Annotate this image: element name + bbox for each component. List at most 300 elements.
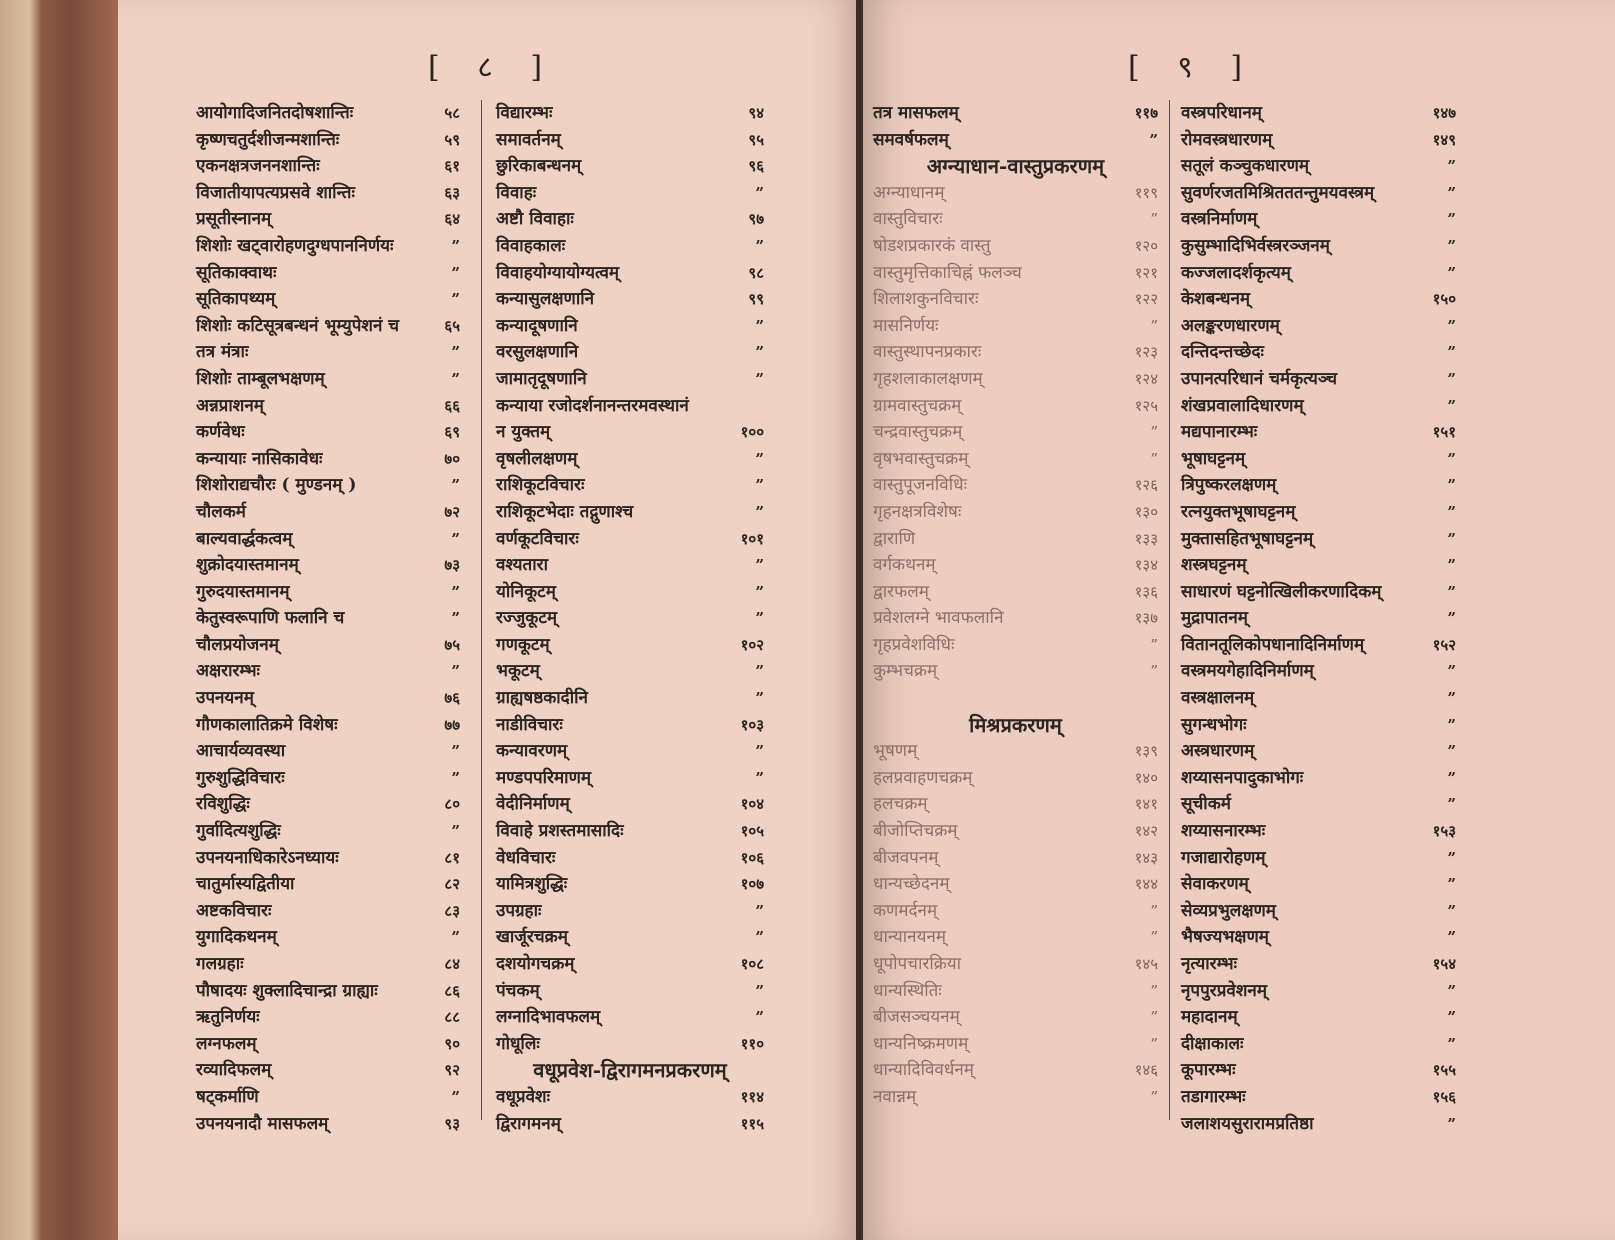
entry-title: रज्जुकूटम् [496, 608, 558, 629]
entry-page-number: ” [1447, 1034, 1456, 1053]
entry-page-number: ” [1150, 1087, 1158, 1106]
index-entry [1181, 738, 1456, 765]
index-entry [873, 845, 1158, 872]
entry-page-number: १५४ [1432, 955, 1456, 973]
right-page-number: [ ९ ] [1128, 50, 1257, 85]
index-entry [1181, 313, 1456, 340]
index-entry [496, 1031, 764, 1058]
index-entry [196, 898, 460, 925]
index-entry [873, 446, 1158, 473]
entry-title: अन्नप्राशनम् [196, 395, 264, 416]
index-entry [496, 366, 764, 393]
index-entry [196, 472, 460, 499]
index-entry [196, 206, 460, 233]
entry-page-number: ” [1447, 662, 1456, 681]
index-entry [196, 738, 460, 765]
index-entry [1181, 1111, 1456, 1138]
entry-page-number: ” [451, 236, 460, 255]
entry-title: महादानम् [1181, 1007, 1238, 1028]
entry-title: जलाशयसुरारामप्रतिष्ठा [1181, 1113, 1314, 1134]
entry-title: सूचीकर्म [1181, 794, 1231, 815]
index-entry [873, 552, 1158, 579]
entry-page-number: ” [451, 1087, 460, 1106]
entry-title: षोडशप्रकारकं वास्तु [873, 235, 991, 256]
entry-title: कन्याया रजोदर्शनानन्तरमवस्थानं [496, 395, 689, 416]
index-entry [496, 313, 764, 340]
index-entry [1181, 1004, 1456, 1031]
index-entry [496, 419, 764, 446]
entry-page-number: ” [755, 343, 764, 362]
entry-title: मुक्तासहितभूषाघट्टनम् [1181, 528, 1314, 549]
entry-page-number: १०६ [740, 848, 764, 867]
entry-page-number: ” [1447, 1114, 1456, 1133]
entry-page-number: ” [451, 582, 460, 601]
index-entry [873, 233, 1158, 260]
entry-title: युगादिकथनम् [196, 927, 277, 948]
entry-page-number: ८६ [444, 981, 460, 1000]
entry-page-number: ” [1447, 529, 1456, 548]
index-entry [873, 658, 1158, 685]
entry-title: नृपपुरप्रवेशनम् [1181, 980, 1267, 1001]
index-entry [1181, 658, 1456, 685]
entry-title: प्रवेशलग्ने भावफलानि [873, 608, 1004, 629]
entry-page-number: १४६ [1134, 1061, 1158, 1080]
index-entry [196, 951, 460, 978]
entry-title: शिशोः कटिसूत्रबन्धनं भूम्युपेशनं च [196, 315, 400, 336]
entry-title: गृहशलाकालक्षणम् [873, 368, 983, 389]
entry-page-number: ९४ [748, 104, 764, 122]
entry-title: वास्तुस्थापनप्रकारः [873, 342, 982, 363]
entry-title: विवाहयोग्यायोग्यत्वम् [496, 262, 620, 283]
index-entry [873, 871, 1158, 898]
entry-page-number: ११५ [740, 1114, 764, 1133]
entry-title: जामातृदूषणानि [496, 368, 587, 389]
entry-title: चातुर्मास्यद्वितीया [196, 874, 295, 895]
entry-page-number: ९६ [748, 157, 764, 176]
entry-page-number: १२२ [1134, 290, 1158, 309]
index-entry [873, 818, 1158, 845]
entry-page-number: ७२ [444, 502, 460, 521]
entry-title: ऋतुनिर्णयः [196, 1007, 260, 1028]
entry-title: वस्त्रक्षालनम् [1181, 688, 1255, 709]
index-entry [873, 419, 1158, 446]
section-heading [496, 1057, 764, 1084]
index-entry [873, 765, 1158, 792]
left-col1 [196, 100, 460, 1137]
entry-title: आचार्यव्यवस्था [196, 741, 286, 762]
entry-page-number: ” [1447, 556, 1456, 575]
entry-title: गुरुशुद्धिविचारः [196, 767, 285, 788]
entry-page-number: १२४ [1134, 369, 1158, 388]
index-entry [196, 579, 460, 606]
entry-title: कुसुम्भादिभिर्वस्त्ररञ्जनम् [1181, 235, 1330, 256]
index-entry [1181, 924, 1456, 951]
entry-page-number: ७६ [444, 689, 460, 708]
entry-title: गणकूटम् [496, 634, 550, 655]
entry-title: कर्णवेधः [196, 422, 245, 443]
entry-page-number: ” [451, 476, 460, 495]
entry-page-number: ” [1447, 396, 1456, 415]
index-entry [496, 765, 764, 792]
index-entry [1181, 499, 1456, 526]
index-entry [496, 1111, 764, 1138]
index-entry [196, 446, 460, 473]
entry-title: बीजसञ्चयनम् [873, 1007, 960, 1028]
entry-page-number: १३९ [1134, 742, 1158, 761]
index-entry [496, 100, 764, 127]
index-entry [496, 1084, 764, 1111]
entry-page-number: ” [755, 582, 764, 601]
entry-title: वास्तुपूजनविधिः [873, 475, 968, 496]
index-entry [1181, 871, 1456, 898]
entry-title: समवर्षफलम् [873, 129, 949, 150]
entry-page-number: ” [755, 662, 764, 681]
index-entry [496, 632, 764, 659]
entry-title: वितानतूलिकोपधानादिनिर्माणम् [1181, 634, 1365, 655]
entry-page-number: ” [755, 183, 764, 202]
index-entry [196, 180, 460, 207]
entry-title: सेव्यप्रभुलक्षणम् [1181, 900, 1276, 921]
entry-title: दीक्षाकालः [1181, 1033, 1244, 1054]
entry-title: कणमर्दनम् [873, 900, 938, 921]
entry-title: कन्यावरणम् [496, 741, 568, 762]
entry-page-number: ” [1447, 875, 1456, 894]
entry-page-number: ” [1447, 1008, 1456, 1027]
entry-title: मासनिर्णयः [873, 315, 939, 336]
index-entry [496, 286, 764, 313]
entry-title: रव्यादिफलम् [196, 1060, 272, 1081]
entry-page-number: ८० [444, 795, 460, 814]
entry-title: कृष्णचतुर्दशीजन्मशान्तिः [196, 129, 340, 150]
entry-page-number: ८२ [444, 875, 460, 894]
index-entry [196, 526, 460, 553]
index-entry [873, 100, 1158, 127]
entry-title: दन्तिदन्तच्छेदः [1181, 342, 1264, 363]
entry-title: भूषणम् [873, 741, 918, 762]
entry-title: वृषभवास्तुचक्रम् [873, 448, 969, 469]
entry-title: सेवाकरणम् [1181, 874, 1249, 895]
index-entry [196, 605, 460, 632]
entry-title: विजातीयापत्यप्रसवे शान्तिः [196, 182, 355, 203]
entry-page-number: ” [451, 369, 460, 388]
entry-page-number: ” [451, 768, 460, 787]
entry-page-number: ७३ [444, 556, 460, 575]
entry-title: अष्टकविचारः [196, 900, 272, 921]
entry-title: गजाद्यारोहणम् [1181, 847, 1266, 868]
entry-title: कन्यासुलक्षणानि [496, 289, 595, 310]
entry-title: ग्राह्यषष्ठकादीनि [496, 688, 588, 709]
entry-title: त्रिपुष्करलक्षणम् [1181, 475, 1277, 496]
entry-page-number: ” [1447, 183, 1456, 202]
entry-title: शिलाशकुनविचारः [873, 289, 979, 310]
index-entry [496, 339, 764, 366]
entry-title: द्वाराणि [873, 528, 916, 549]
index-entry [1181, 791, 1456, 818]
index-entry [196, 286, 460, 313]
entry-page-number: १४७ [1432, 104, 1456, 122]
entry-page-number: १४५ [1134, 955, 1158, 973]
index-entry [873, 738, 1158, 765]
entry-page-number: ” [1447, 476, 1456, 495]
entry-title: वर्गकथनम् [873, 555, 936, 576]
entry-title: कज्जलादर्शकृत्यम् [1181, 262, 1291, 283]
entry-title: गुर्वादित्यशुद्धिः [196, 821, 281, 842]
left-col2 [496, 100, 764, 1137]
index-entry [196, 1111, 460, 1138]
entry-title: गौणकालातिक्रमे विशेषः [196, 714, 338, 735]
entry-title: केतुस्वरूपाणि फलानि च [196, 608, 345, 629]
index-entry [196, 818, 460, 845]
entry-title: शिशोः खट्वारोहणदुग्धपाननिर्णयः [196, 235, 394, 256]
index-entry [873, 791, 1158, 818]
index-entry [496, 472, 764, 499]
entry-page-number: १३० [1134, 502, 1158, 521]
entry-page-number: १०३ [740, 715, 764, 734]
entry-title: मण्डपपरिमाणम् [496, 767, 592, 788]
entry-page-number: ७५ [444, 635, 460, 654]
entry-page-number: १३४ [1134, 556, 1158, 575]
index-entry [1181, 978, 1456, 1005]
index-entry [873, 1031, 1158, 1058]
index-entry [496, 526, 764, 553]
entry-page-number: ” [451, 529, 460, 548]
index-entry [496, 233, 764, 260]
index-entry [496, 712, 764, 739]
index-entry [496, 206, 764, 233]
index-entry [496, 924, 764, 951]
left-page-number: [ ८ ] [428, 50, 557, 85]
entry-page-number: ” [755, 449, 764, 468]
entry-page-number: ” [1150, 1034, 1158, 1053]
entry-page-number: ” [1447, 981, 1456, 1000]
section-heading-text: मिश्रप्रकरणम् [969, 712, 1062, 737]
entry-title: सूतिकाक्वाथः [196, 262, 277, 283]
entry-title: राशिकूटभेदाः तद्गुणाश्च [496, 501, 634, 522]
entry-page-number: १४४ [1134, 875, 1158, 894]
entry-page-number: ” [755, 316, 764, 335]
index-entry [496, 180, 764, 207]
entry-title: लग्नादिभावफलम् [496, 1007, 601, 1028]
entry-page-number: ” [1447, 449, 1456, 468]
index-entry [873, 180, 1158, 207]
index-entry [496, 658, 764, 685]
entry-page-number: ” [1447, 157, 1456, 176]
index-entry [496, 605, 764, 632]
entry-page-number: ” [451, 822, 460, 841]
entry-title: अस्त्रधारणम् [1181, 741, 1255, 762]
index-entry [873, 339, 1158, 366]
entry-title: अलङ्करणधारणम् [1181, 315, 1280, 336]
entry-title: रविशुद्धिः [196, 794, 250, 815]
entry-title: विवाहकालः [496, 235, 566, 256]
index-entry [196, 233, 460, 260]
entry-page-number: १०८ [740, 955, 764, 973]
entry-title: अक्षरारम्भः [196, 661, 260, 682]
index-entry [1181, 153, 1456, 180]
entry-page-number: ” [755, 1008, 764, 1027]
entry-page-number: ७७ [444, 715, 460, 734]
index-entry [1181, 206, 1456, 233]
index-entry [196, 419, 460, 446]
entry-page-number: ” [1447, 768, 1456, 787]
entry-page-number: ” [1447, 689, 1456, 708]
entry-title: विवाहे प्रशस्तमासादिः [496, 821, 624, 842]
entry-page-number: ” [755, 981, 764, 1000]
entry-page-number: १४३ [1134, 848, 1158, 867]
index-entry [196, 924, 460, 951]
entry-page-number: १५२ [1432, 635, 1456, 654]
entry-page-number: ” [755, 901, 764, 920]
entry-page-number: ” [755, 768, 764, 787]
entry-title: कूपारम्भः [1181, 1060, 1236, 1081]
entry-title: उपनयनम् [196, 688, 254, 709]
entry-page-number: ” [1447, 236, 1456, 255]
entry-page-number: ” [1150, 981, 1158, 1000]
index-entry [1181, 845, 1456, 872]
entry-page-number: १२३ [1134, 343, 1158, 362]
entry-title: वस्त्रपरिधानम् [1181, 103, 1262, 123]
entry-page-number: १३७ [1134, 609, 1158, 628]
entry-page-number: १२५ [1134, 396, 1158, 415]
entry-title: हलप्रवाहणचक्रम् [873, 767, 973, 788]
section-heading-text: वधूप्रवेश-द्विरागमनप्रकरणम् [533, 1058, 727, 1083]
entry-page-number: ” [451, 928, 460, 947]
index-entry [196, 313, 460, 340]
index-entry [1181, 446, 1456, 473]
entry-page-number: ६४ [444, 210, 460, 229]
index-entry [196, 393, 460, 420]
entry-title: धान्यानयनम् [873, 927, 947, 948]
entry-page-number: ९० [444, 1034, 460, 1053]
entry-title: शिशोः ताम्बूलभक्षणम् [196, 368, 325, 389]
index-entry [1181, 1084, 1456, 1111]
index-entry [873, 526, 1158, 553]
entry-page-number: ” [755, 928, 764, 947]
index-entry [196, 499, 460, 526]
entry-title: उपानत्परिधानं चर्मकृत्यञ्च [1181, 368, 1337, 389]
entry-title: सतूलं कञ्चुकधारणम् [1181, 156, 1310, 177]
index-entry [1181, 1031, 1456, 1058]
entry-title: धान्यनिष्क्रमणम् [873, 1033, 969, 1054]
entry-title: गलग्रहाः [196, 954, 244, 974]
index-entry [496, 978, 764, 1005]
entry-title: शस्त्रघट्टनम् [1181, 555, 1247, 576]
entry-title: बीजोप्तिचक्रम् [873, 821, 958, 842]
index-entry [873, 1084, 1158, 1111]
book-spine [0, 0, 118, 1240]
entry-title: प्रसूतीस्नानम् [196, 209, 272, 230]
entry-title: नवान्नम् [873, 1086, 917, 1107]
entry-page-number: ९५ [748, 130, 764, 149]
entry-page-number: ५९ [444, 130, 460, 149]
index-entry [1181, 393, 1456, 420]
index-entry [1181, 1057, 1456, 1084]
entry-page-number: ८८ [444, 1008, 460, 1027]
section-heading [873, 153, 1158, 180]
entry-title: कन्यायाः नासिकावेधः [196, 448, 323, 469]
entry-title: वश्यतारा [496, 555, 548, 576]
entry-page-number: १२० [1134, 236, 1158, 255]
entry-title: गोधूलिः [496, 1033, 540, 1054]
index-entry [873, 579, 1158, 606]
index-entry [196, 260, 460, 287]
index-entry [196, 712, 460, 739]
entry-title: सुवर्णरजतमिश्रितततन्तुमयवस्त्रम् [1181, 182, 1375, 203]
index-entry [1181, 260, 1456, 287]
index-entry [196, 153, 460, 180]
entry-title: धान्यच्छेदनम् [873, 874, 950, 895]
entry-page-number: १४० [1134, 768, 1158, 787]
entry-page-number: ६५ [444, 316, 460, 335]
entry-title: अग्न्याधानम् [873, 182, 945, 203]
entry-page-number: ६६ [444, 396, 460, 415]
entry-page-number: ७० [444, 449, 460, 468]
index-entry [196, 1057, 460, 1084]
entry-title: शय्यासनपादुकाभोगः [1181, 767, 1304, 788]
left-page [118, 0, 860, 1240]
entry-page-number: १२१ [1134, 263, 1158, 282]
entry-page-number: ” [1150, 901, 1158, 920]
entry-page-number: ” [755, 476, 764, 495]
entry-page-number: ” [755, 556, 764, 575]
index-entry [873, 924, 1158, 951]
entry-title: तत्र मासफलम् [873, 103, 959, 123]
entry-title: वस्त्रमयगेहादिनिर्माणम् [1181, 661, 1314, 682]
entry-title: न युक्तम् [496, 422, 551, 443]
entry-title: चन्द्रवास्तुचक्रम् [873, 422, 963, 443]
index-entry [196, 658, 460, 685]
entry-title: रत्नयुक्तभूषाघट्टनम् [1181, 501, 1296, 522]
index-entry [496, 579, 764, 606]
index-entry [1181, 632, 1456, 659]
entry-page-number: ११९ [1134, 183, 1158, 202]
entry-title: विद्यारम्भः [496, 103, 553, 123]
entry-title: ग्रामवास्तुचक्रम् [873, 395, 962, 416]
entry-page-number: ” [1150, 635, 1158, 654]
right-column-divider [1169, 100, 1170, 1120]
entry-page-number: ८४ [444, 955, 460, 973]
index-entry [496, 153, 764, 180]
entry-page-number: ६९ [444, 423, 460, 442]
entry-page-number: ” [1150, 1008, 1158, 1027]
entry-page-number: ११७ [1134, 104, 1158, 122]
entry-page-number: ” [1150, 449, 1158, 468]
entry-title: एकनक्षत्रजननशान्तिः [196, 156, 320, 177]
entry-title: दशयोगचक्रम् [496, 954, 575, 974]
entry-page-number: ” [451, 290, 460, 309]
entry-title: अष्टौ विवाहाः [496, 209, 574, 230]
entry-title: बाल्यवार्द्धकत्वम् [196, 528, 293, 549]
entry-title: वृषलीलक्षणम् [496, 448, 578, 469]
index-entry [1181, 419, 1456, 446]
entry-title: वास्तुमृत्तिकाचिह्नं फलञ्च [873, 262, 1022, 283]
entry-title: वस्त्रनिर्माणम् [1181, 209, 1258, 230]
index-entry [873, 393, 1158, 420]
entry-title: गृहप्रवेशविधिः [873, 634, 955, 655]
index-entry [196, 791, 460, 818]
entry-title: नृत्यारम्भः [1181, 954, 1238, 974]
entry-page-number: १४१ [1134, 795, 1158, 814]
entry-title: कुम्भचक्रम् [873, 661, 938, 682]
index-entry [1181, 552, 1456, 579]
index-entry [496, 818, 764, 845]
entry-page-number: ” [1447, 901, 1456, 920]
index-entry [1181, 472, 1456, 499]
entry-page-number: ” [451, 609, 460, 628]
entry-title: आयोगादिजनितदोषशान्तिः [196, 103, 354, 123]
index-entry [873, 366, 1158, 393]
index-entry [873, 1004, 1158, 1031]
